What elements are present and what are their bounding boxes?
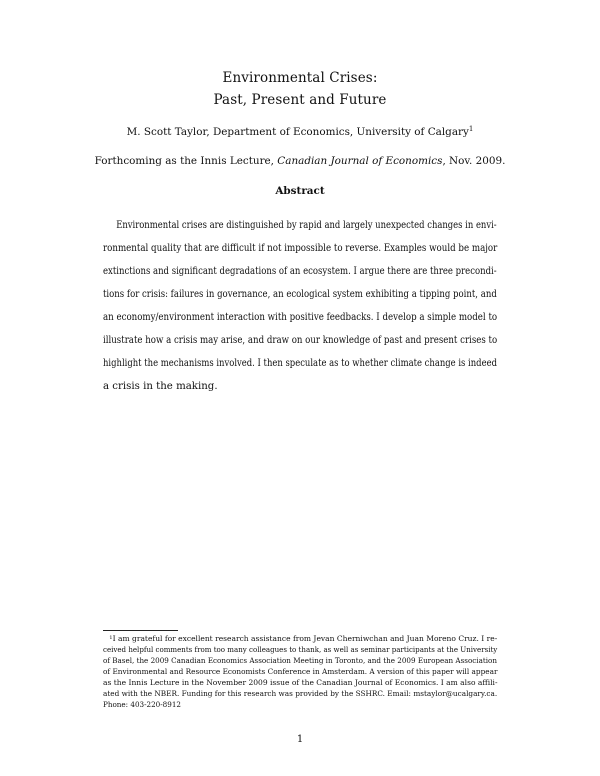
abstract-line: extinctions and significant degradations of an ecosystem. I argue there are three precondi- (103, 266, 497, 277)
abstract-heading: Abstract (275, 185, 325, 197)
paper-title-line-1: Environmental Crises: (222, 70, 378, 86)
journal-name: Canadian Journal of Economics (277, 155, 443, 167)
footnote-line: $^1$I am grateful for excellent research assistance from Jevan Cherniwchan and Juan Moreno Cruz. I re- (109, 634, 498, 643)
abstract-line: ronmental quality that are difficult if not impossible to reverse. Examples would be major (103, 243, 498, 254)
page-number: 1 (296, 734, 304, 745)
abstract-line: highlight the mechanisms involved. I then speculate as to whether climate change is indeed (103, 358, 497, 369)
footnote-line: as the Innis Lecture in the November 2009 issue of the Canadian Journal of Economics. I am also affili- (103, 678, 498, 687)
footnote-divider (103, 630, 178, 631)
abstract-line: Environmental crises are distinguished by rapid and largely unexpected changes in envi- (116, 220, 497, 231)
footnote-line: ated with the NBER. Funding for this research was provided by the SSHRC. Email: mstaylor@ucalgary.ca. (103, 689, 498, 698)
author-affiliation (0, 125, 600, 139)
abstract-line: an economy/environment interaction with positive feedbacks. I develop a simple model to (103, 312, 498, 323)
footnote-line: Phone: 403-220-8912 (103, 700, 181, 709)
abstract-line: tions for crisis: failures in governance, an ecological system exhibiting a tipping point, and (103, 289, 497, 300)
footnote-line: of Basel, the 2009 Canadian Economics Association Meeting in Toronto, and the 2009 European Association (103, 656, 497, 665)
footnote-marker: 1 (109, 635, 113, 641)
footnote-line: ceived helpful comments from too many colleagues to thank, as well as seminar participants at the University (103, 645, 498, 654)
paper-title-line-2: Past, Present and Future (213, 92, 387, 108)
author-text: M. Scott Taylor, Department of Economics, University of Calgary (126, 126, 469, 138)
abstract-line: a crisis in the making. (103, 381, 218, 392)
footnote-line: of Environmental and Resource Economists Conference in Amsterdam. A version of this paper will appear (103, 667, 498, 676)
publication-note (0, 154, 600, 168)
author-footnote-marker[interactable]: 1 (468, 125, 474, 133)
publication-note-suffix: , Nov. 2009. (442, 155, 506, 167)
abstract-line: illustrate how a crisis may arise, and draw on our knowledge of past and present crises to (103, 335, 498, 346)
publication-note-prefix: Forthcoming as the Innis Lecture, (94, 155, 278, 167)
